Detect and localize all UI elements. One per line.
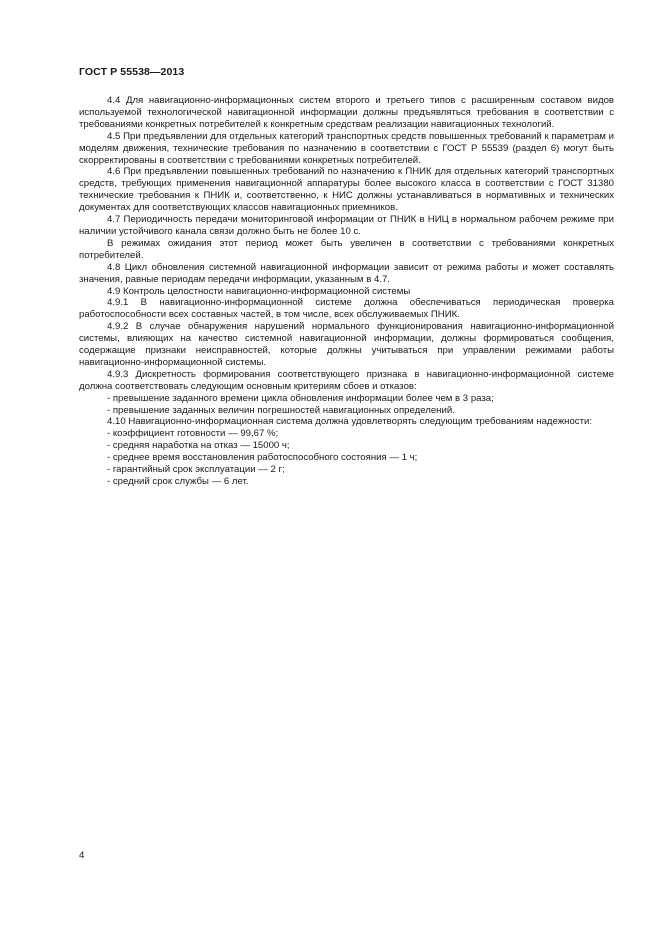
paragraph-4-4: 4.4 Для навигационно-информационных систем второго и третьего типов с расширенным составом видов используемой технологической навигационной информации должны предъявляться требования в соответствии с требованиями конкретных потребителей к конкретным средствам реализации навигационных технологий. [79, 95, 614, 130]
list-item: - среднее время восстановления работоспособного состояния — 1 ч; [107, 452, 418, 464]
paragraph-4-7: 4.7 Периодичность передачи мониторинговой информации от ПНИК в НИЦ в нормальном рабочем режиме при наличии устойчивого канала связи должно быть не более 10 с. [79, 214, 614, 237]
paragraph-4-5: 4.5 При предъявлении для отдельных категорий транспортных средств повышенных требований к параметрам и моделям движения, технические требования по назначению в соответствии с ГОСТ Р 55539 (раздел 6) могут быть скорректированы в соответствии с требованиями конкретных потребителей. [79, 130, 614, 166]
page-number: 4 [79, 850, 85, 861]
list-item: - коэффициент готовности — 99,67 %; [107, 428, 279, 440]
paragraph-4-9-3: 4.9.3 Дискретность формирования соответствующего признака в навигационно-информационной системе должна соответствовать следующим основным критериям сбоев и отказов: [79, 368, 614, 392]
list-item: - превышение заданных величин погрешностей навигационных определений. [107, 404, 455, 416]
document-header: ГОСТ Р 55538—2013 [79, 66, 185, 78]
paragraph-4-9: 4.9 Контроль целостности навигационно-информационной системы [107, 285, 411, 297]
paragraph-4-6: 4.6 При предъявлении повышенных требований по назначению к ПНИК для отдельных категорий транспортных средств, требующих применения навигационной аппаратуры более высокого класса в соответствии с ГОСТ 31380 технические требования к ПНИК и, соответственно, к НИС должны устанавливаться в нормативных и технических документах для соответствующих классов навигационных приемников. [79, 166, 614, 214]
list-item: - средняя наработка на отказ — 15000 ч; [107, 440, 290, 452]
list-item: - превышение заданного времени цикла обновления информации более чем в 3 раза; [107, 392, 494, 404]
paragraph-4-9-1: 4.9.1 В навигационно-информационной системе должна обеспечиваться периодическая проверка работоспособности всех составных частей, в том числе, всех обслуживаемых ПНИК. [79, 297, 614, 321]
paragraph-4-9-2: 4.9.2 В случае обнаружения нарушений нормального функционирования навигационно-информационной системы, влияющих на качество системной навигационной информации, должны формироваться сообщения, содержащие признаки неисправностей, которые должны учитываться при управлении режимами работы навигационно-информационной системы. [79, 321, 614, 368]
document-body [79, 95, 614, 488]
paragraph-4-7-standby: В режимах ожидания этот период может быть увеличен в соответствии с требованиями конкретных потребителей. [79, 237, 614, 261]
paragraph-4-8: 4.8 Цикл обновления системной навигационной информации зависит от режима работы и может составлять значения, равные периодам передачи информации, указанным в 4.7. [79, 261, 614, 285]
paragraph-4-10: 4.10 Навигационно-информационная система должна удовлетворять следующим требованиям надежности: [107, 416, 593, 428]
list-item: - средний срок службы — 6 лет. [107, 476, 249, 487]
list-item: - гарантийный срок эксплуатации — 2 г; [107, 464, 285, 476]
